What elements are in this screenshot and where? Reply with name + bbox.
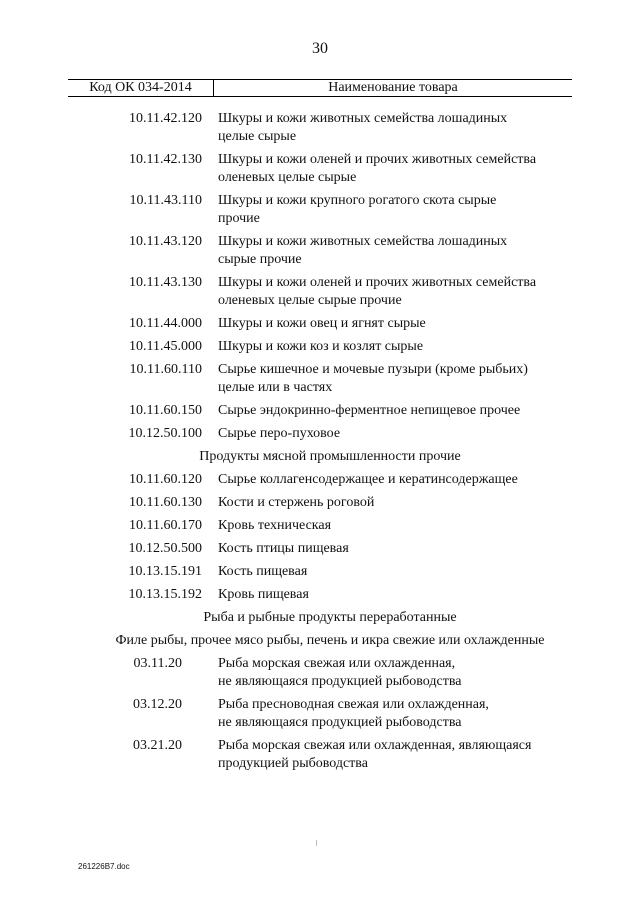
column-header-name: Наименование товара <box>328 80 458 95</box>
row-name-line: целые сырые <box>218 129 297 144</box>
table-header <box>68 79 572 97</box>
row-name-line: сырые прочие <box>218 252 302 267</box>
section-title: Филе рыбы, прочее мясо рыбы, печень и икра свежие или охлажденные <box>115 633 545 648</box>
row-name-line: Рыба морская свежая или охлажденная, являющаяся <box>218 738 532 753</box>
row-name-line: не являющаяся продукцией рыбоводства <box>218 674 462 689</box>
scan-mark <box>316 840 317 846</box>
row-code: 10.13.15.191 <box>128 564 202 579</box>
row-name <box>210 361 578 397</box>
row-code: 03.12.20 <box>133 697 182 712</box>
table-row <box>0 233 640 269</box>
table-row <box>0 338 640 356</box>
row-code: 10.11.43.120 <box>129 234 202 249</box>
table-row <box>0 540 640 558</box>
row-name: Кости и стержень роговой <box>218 495 375 510</box>
table-row <box>0 517 640 535</box>
row-code: 10.11.60.120 <box>129 472 202 487</box>
row-name <box>210 233 578 269</box>
row-name-line: целые или в частях <box>218 380 333 395</box>
table-row <box>0 655 640 691</box>
row-name: Сырье эндокринно-ферментное непищевое прочее <box>218 403 521 418</box>
table-body <box>0 110 640 778</box>
table-row <box>0 696 640 732</box>
row-code: 10.11.44.000 <box>129 316 202 331</box>
row-name: Кость птицы пищевая <box>218 541 349 556</box>
row-name <box>210 110 578 146</box>
row-name-line: оленевых целые сырые прочие <box>218 293 402 308</box>
table-row <box>0 563 640 581</box>
table-row <box>0 361 640 397</box>
table-row <box>0 586 640 604</box>
row-code: 10.11.43.110 <box>129 193 202 208</box>
row-name <box>210 655 578 691</box>
footer-filename: 261226B7.doc <box>78 862 130 871</box>
row-code: 10.11.43.130 <box>129 275 202 290</box>
row-code: 10.11.42.130 <box>129 152 202 167</box>
row-name-line: продукцией рыбоводства <box>218 756 368 771</box>
row-name: Сырье коллагенсодержащее и кератинсодержащее <box>218 472 518 487</box>
row-name <box>210 151 578 187</box>
row-name-line: не являющаяся продукцией рыбоводства <box>218 715 462 730</box>
row-name-line: Шкуры и кожи крупного рогатого скота сырые <box>218 193 497 208</box>
section-title: Рыба и рыбные продукты переработанные <box>203 610 457 625</box>
table-row <box>0 494 640 512</box>
row-name: Шкуры и кожи коз и козлят сырые <box>218 339 424 354</box>
row-code: 10.13.15.192 <box>128 587 202 602</box>
row-code: 10.11.60.110 <box>129 362 202 377</box>
row-name <box>210 274 578 310</box>
row-code: 10.11.45.000 <box>129 339 202 354</box>
table-row <box>0 425 640 443</box>
table-row <box>0 151 640 187</box>
row-code: 10.12.50.500 <box>128 541 202 556</box>
table-row <box>0 315 640 333</box>
section-title: Продукты мясной промышленности прочие <box>199 449 461 464</box>
row-code: 10.11.60.130 <box>129 495 202 510</box>
table-row <box>0 471 640 489</box>
row-name <box>210 696 578 732</box>
row-name-line: Шкуры и кожи животных семейства лошадиных <box>218 111 508 126</box>
row-name-line: Шкуры и кожи оленей и прочих животных семейства <box>218 275 537 290</box>
table-row <box>0 192 640 228</box>
row-code: 03.11.20 <box>133 656 182 671</box>
row-name-line: оленевых целые сырые <box>218 170 357 185</box>
page-number: 30 <box>312 40 328 57</box>
table-row <box>0 402 640 420</box>
row-name-line: прочие <box>218 211 260 226</box>
table-row <box>0 274 640 310</box>
row-code: 10.11.60.170 <box>129 518 202 533</box>
row-name: Сырье перо-пуховое <box>218 426 341 441</box>
row-code: 03.21.20 <box>133 738 182 753</box>
row-name: Кость пищевая <box>218 564 308 579</box>
row-name-line: Рыба пресноводная свежая или охлажденная, <box>218 697 489 712</box>
row-name: Кровь пищевая <box>218 587 309 602</box>
row-name-line: Сырье кишечное и мочевые пузыри (кроме рыбьих) <box>218 362 528 377</box>
row-name <box>210 192 578 228</box>
row-name-line: Шкуры и кожи животных семейства лошадиных <box>218 234 508 249</box>
row-name: Кровь техническая <box>218 518 332 533</box>
row-code: 10.11.60.150 <box>129 403 202 418</box>
table-row <box>0 110 640 146</box>
column-header-code: Код ОК 034-2014 <box>68 80 214 96</box>
row-name-line: Рыба морская свежая или охлажденная, <box>218 656 456 671</box>
row-code: 10.11.42.120 <box>129 111 202 126</box>
row-name <box>210 737 578 773</box>
row-code: 10.12.50.100 <box>128 426 202 441</box>
row-name: Шкуры и кожи овец и ягнят сырые <box>218 316 426 331</box>
table-row <box>0 737 640 773</box>
row-name-line: Шкуры и кожи оленей и прочих животных семейства <box>218 152 537 167</box>
